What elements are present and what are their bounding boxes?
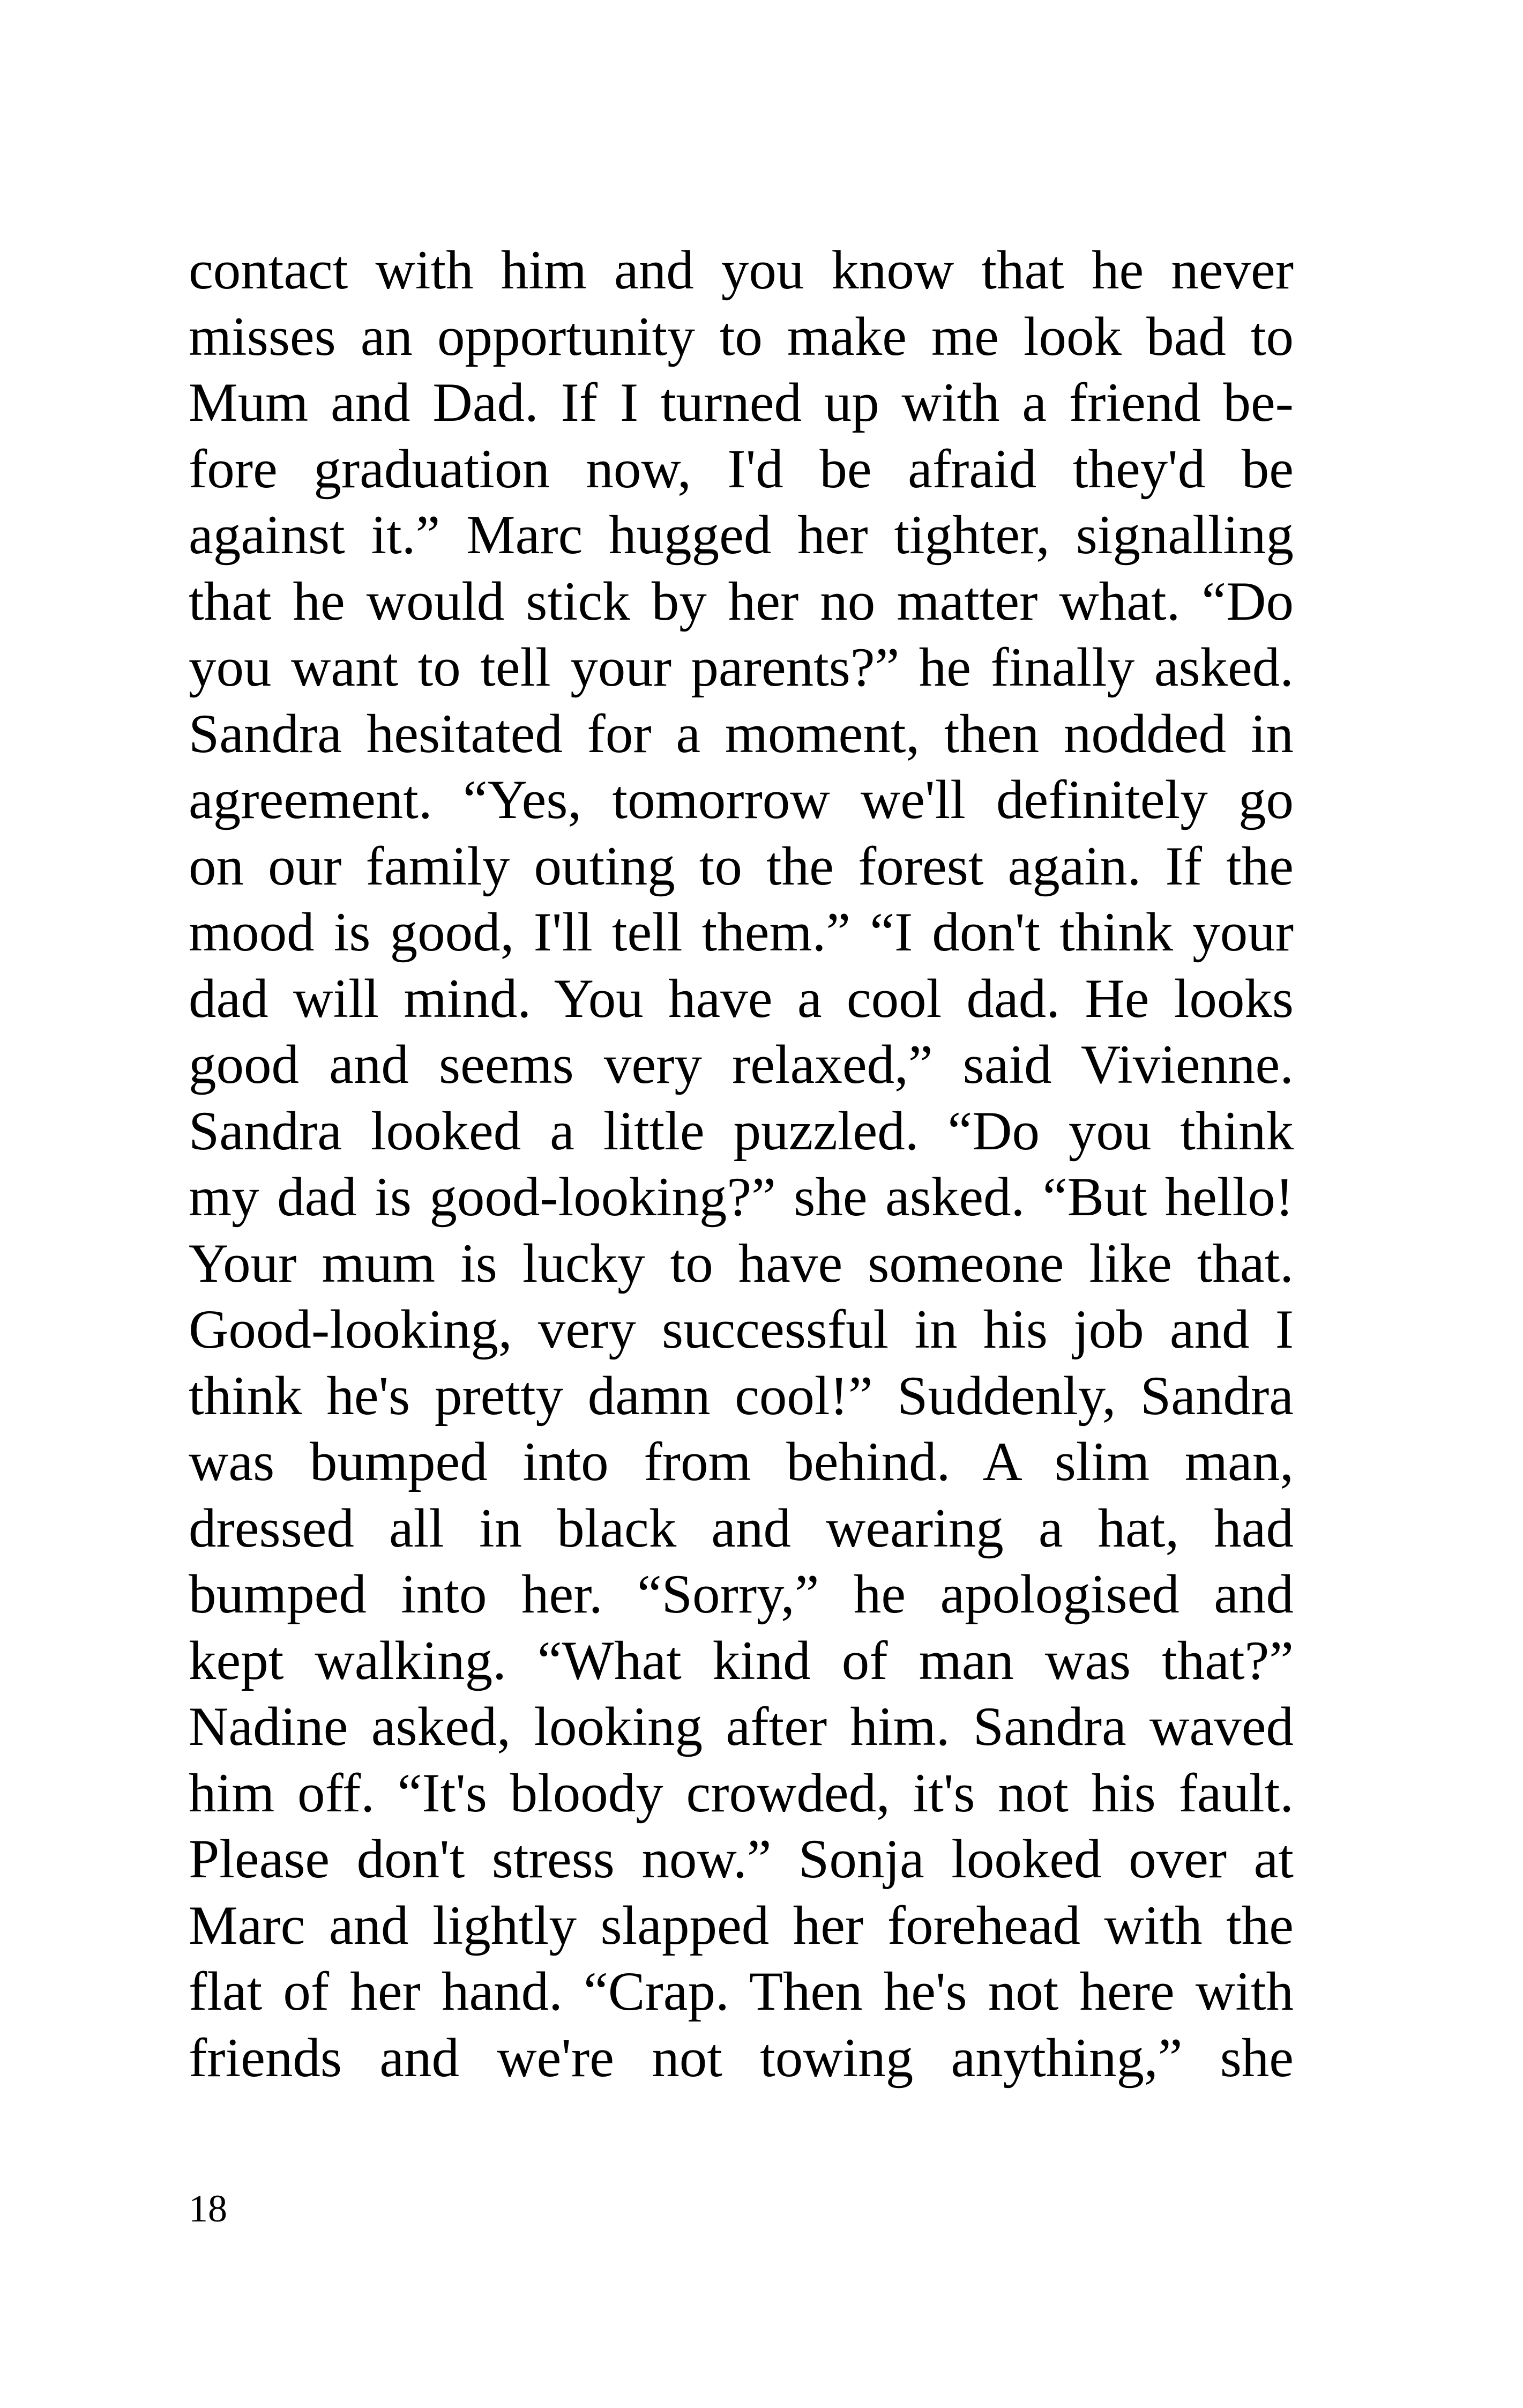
text-line: dad will mind. You have a cool dad. He looks xyxy=(189,968,1294,1029)
text-line: Your mum is lucky to have someone like that. xyxy=(189,1232,1294,1294)
text-line: think he's pretty damn cool!” Suddenly, Sandra xyxy=(189,1365,1294,1426)
text-line: agreement. “Yes, tomorrow we'll definitely go xyxy=(189,769,1294,830)
text-line: fore graduation now, I'd be afraid they'd be xyxy=(189,438,1294,500)
text-line: on our family outing to the forest again. If the xyxy=(189,835,1294,897)
text-line: Sandra looked a little puzzled. “Do you think xyxy=(189,1100,1294,1162)
body-text xyxy=(189,237,1294,2091)
text-line: flat of her hand. “Crap. Then he's not here with xyxy=(189,1961,1294,2022)
text-line: bumped into her. “Sorry,” he apologised and xyxy=(189,1564,1294,1625)
text-line: Please don't stress now.” Sonja looked over at xyxy=(189,1829,1294,1890)
text-line: Mum and Dad. If I turned up with a friend be- xyxy=(189,372,1294,433)
text-line: Nadine asked, looking after him. Sandra waved xyxy=(189,1696,1294,1757)
text-line: good and seems very relaxed,” said Vivienne. xyxy=(189,1034,1294,1095)
text-line: contact with him and you know that he never xyxy=(189,240,1294,301)
text-line: misses an opportunity to make me look bad to xyxy=(189,306,1294,367)
text-line: against it.” Marc hugged her tighter, signalling xyxy=(189,504,1294,566)
text-line: Sandra hesitated for a moment, then nodded in xyxy=(189,703,1294,764)
text-line: mood is good, I'll tell them.” “I don't think your xyxy=(189,902,1294,963)
text-line: Good-looking, very successful in his job and I xyxy=(189,1299,1294,1360)
text-line: dressed all in black and wearing a hat, had xyxy=(189,1497,1294,1559)
text-line: you want to tell your parents?” he finally asked. xyxy=(189,637,1294,698)
text-line: him off. “It's bloody crowded, it's not his fault. xyxy=(189,1762,1294,1824)
text-line: that he would stick by her no matter what. “Do xyxy=(189,570,1294,632)
text-line: Marc and lightly slapped her forehead with the xyxy=(189,1894,1294,1956)
page-number: 18 xyxy=(189,2187,227,2230)
text-line: was bumped into from behind. A slim man, xyxy=(189,1431,1294,1492)
text-line: kept walking. “What kind of man was that?” xyxy=(189,1630,1294,1691)
text-line: friends and we're not towing anything,” she xyxy=(189,2027,1294,2089)
text-line: my dad is good-looking?” she asked. “But hello! xyxy=(189,1166,1294,1228)
